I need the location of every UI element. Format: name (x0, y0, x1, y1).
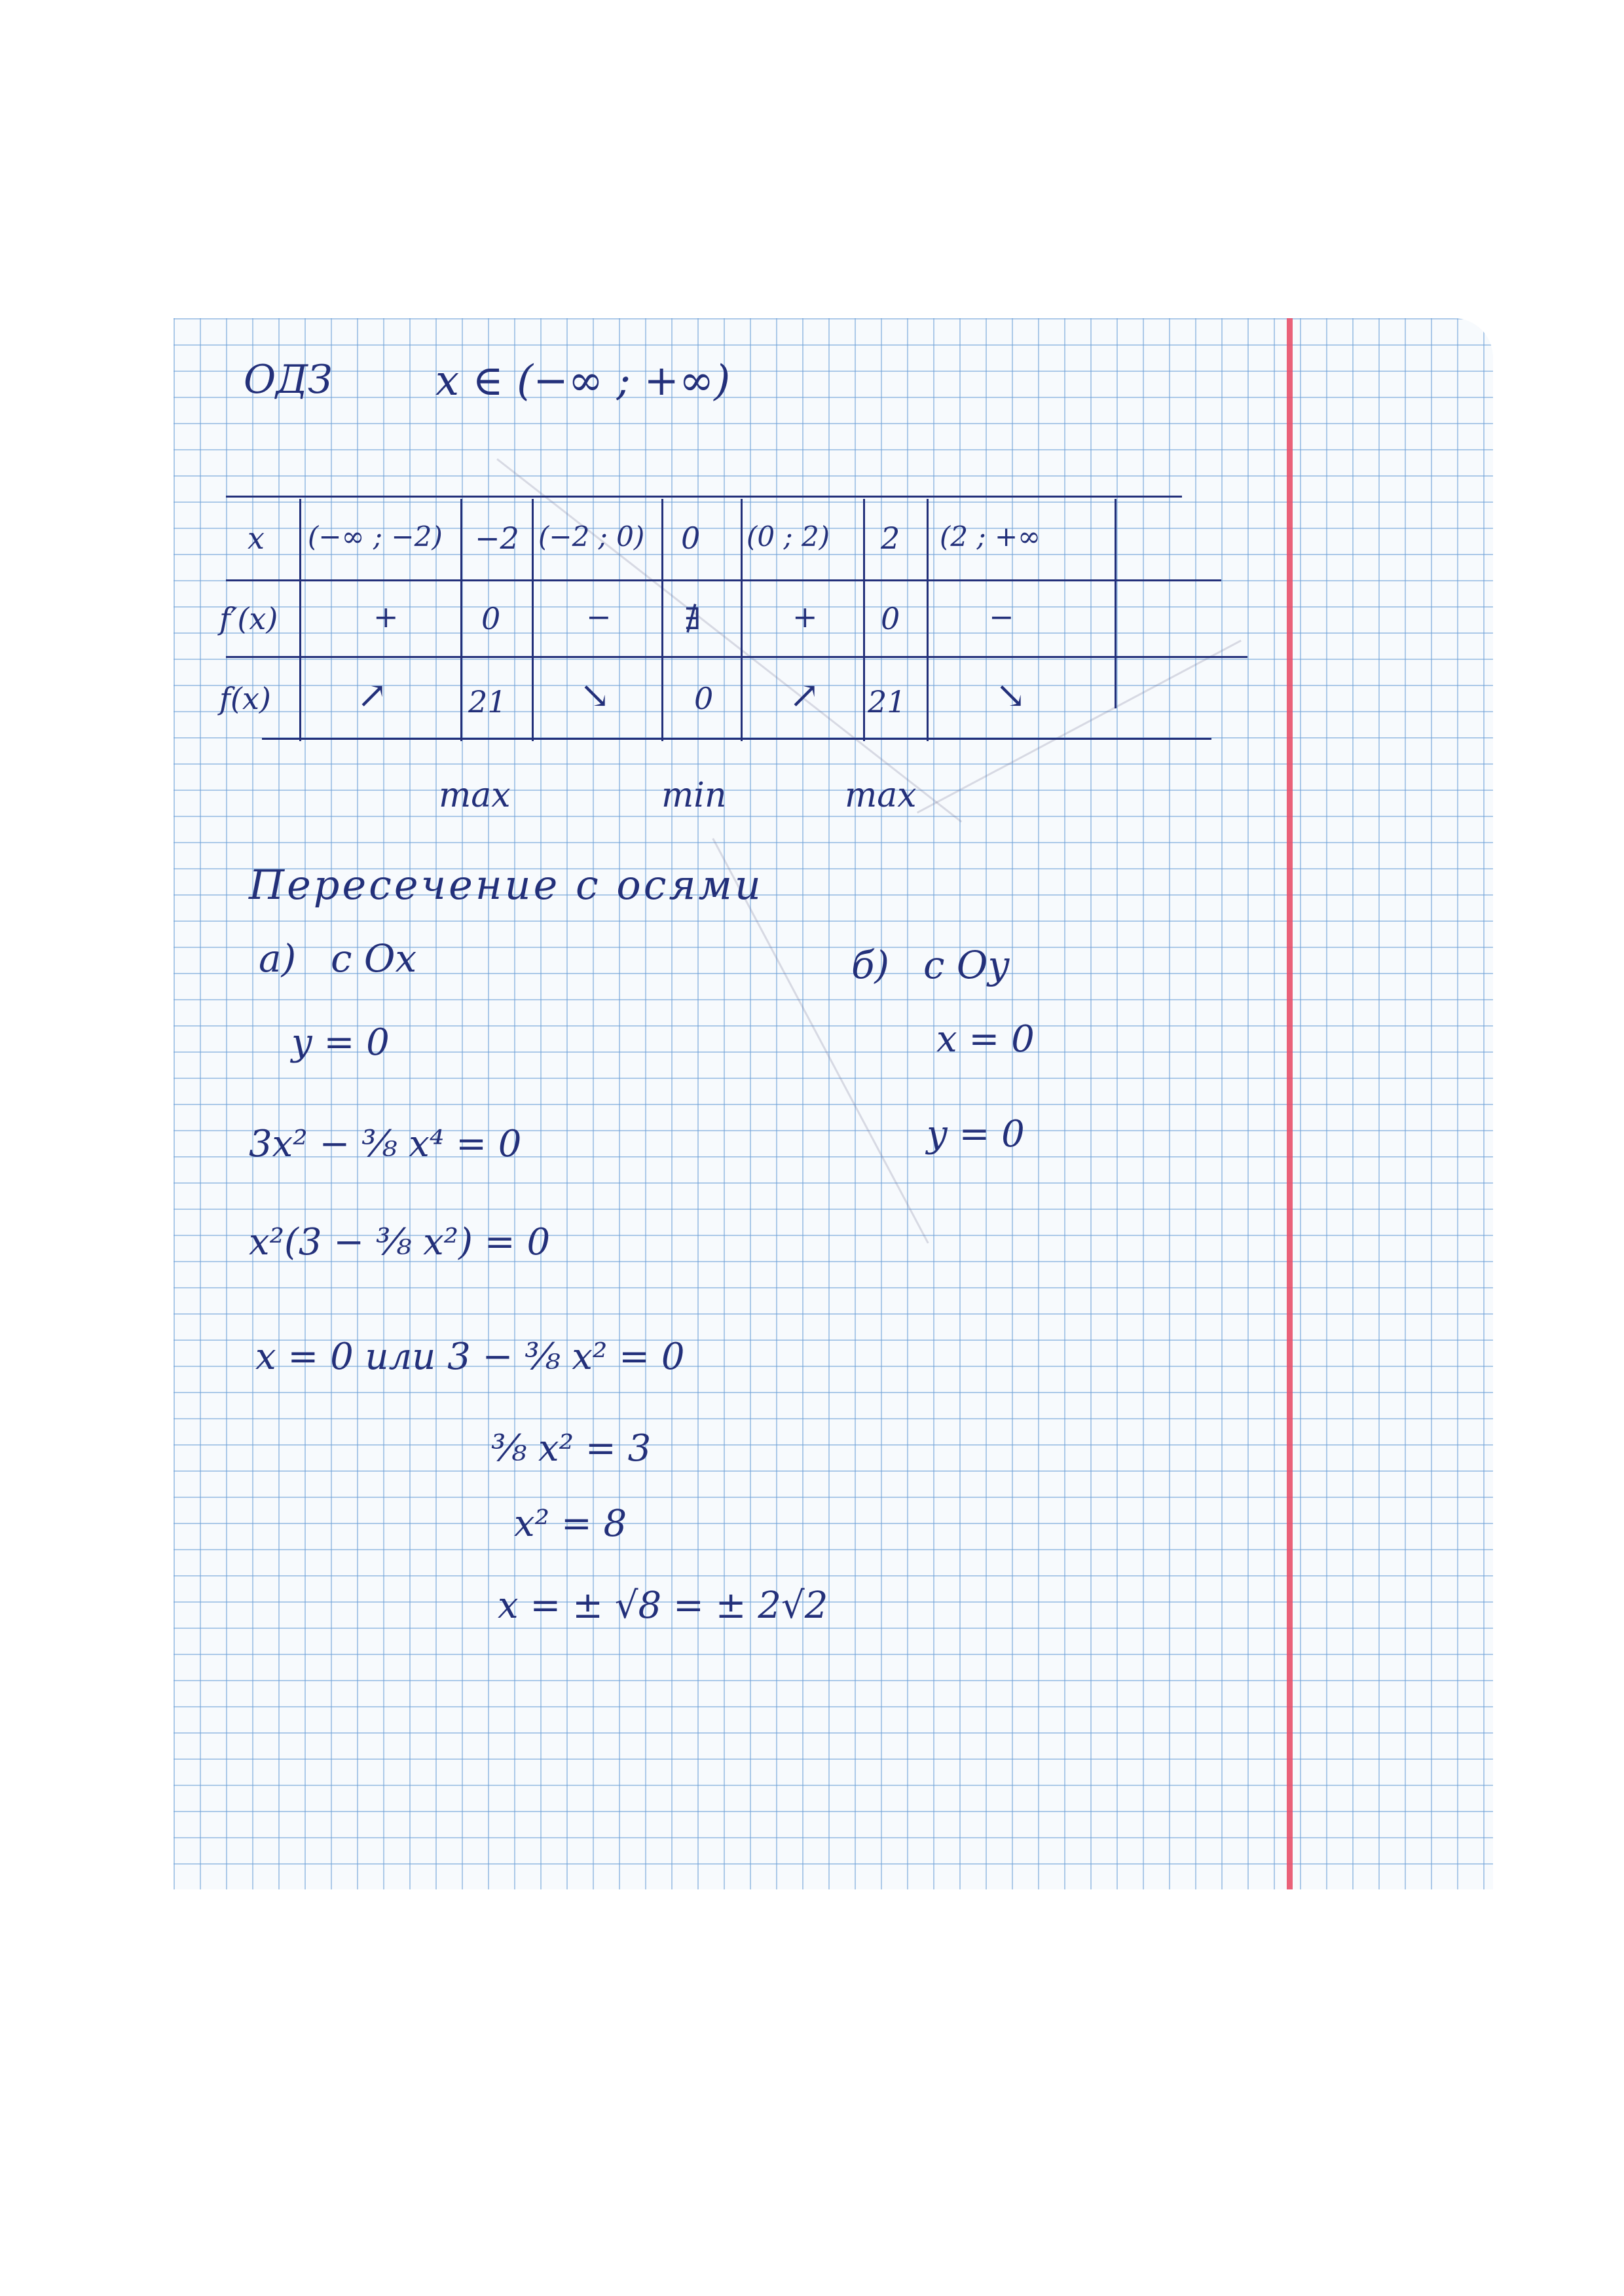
fprime-cell: ∄ (684, 601, 701, 636)
part-b-axis: с Oy (923, 943, 1010, 987)
part-a-line: x²(3 − ³⁄₈ x²) = 0 (249, 1221, 551, 1264)
part-b-line: x = 0 (936, 1018, 1035, 1061)
decreasing-arrow: ↘ (580, 674, 610, 717)
table-divider (863, 499, 865, 741)
part-a-label: а) (259, 936, 297, 981)
notebook-sheet (174, 318, 1493, 1889)
table-divider (741, 499, 743, 741)
part-a-line: y = 0 (291, 1021, 390, 1064)
increasing-arrow: ↗ (789, 674, 820, 717)
table-divider (1115, 499, 1116, 708)
part-b-line: y = 0 (927, 1113, 1025, 1156)
x-cell: 2 (881, 520, 900, 556)
extremum-label: min (661, 776, 727, 815)
f-cell: 21 (468, 684, 507, 720)
table-divider (661, 499, 663, 741)
part-a-line: ³⁄₈ x² = 3 (491, 1427, 652, 1470)
increasing-arrow: ↗ (357, 674, 388, 717)
domain-label: ОДЗ (244, 357, 333, 403)
section-title: Пересечение с осями (249, 861, 764, 909)
part-a-axis: с Ox (331, 936, 417, 981)
fprime-cell: + (373, 599, 399, 634)
part-b-label: б) (851, 943, 890, 987)
decreasing-arrow: ↘ (995, 674, 1026, 717)
x-cell: (−∞ ; −2) (308, 520, 443, 553)
x-cell: (−2 ; 0) (538, 520, 645, 553)
margin-line (1287, 318, 1293, 1889)
table-divider (299, 499, 301, 741)
x-cell: (2 ; +∞ (940, 520, 1041, 553)
part-a-line: x = 0 или 3 − ³⁄₈ x² = 0 (255, 1336, 685, 1378)
f-cell: 21 (868, 684, 906, 720)
extremum-label: max (439, 776, 511, 815)
x-cell: 0 (681, 520, 701, 556)
domain-expression: x ∈ (−∞ ; +∞) (435, 357, 731, 405)
table-line-2 (226, 656, 1247, 658)
table-divider (532, 499, 534, 741)
fprime-cell: − (989, 599, 1014, 634)
x-cell: −2 (475, 520, 519, 556)
table-divider (460, 499, 462, 741)
fprime-cell: 0 (481, 601, 501, 636)
x-cell: (0 ; 2) (747, 520, 830, 553)
table-divider (927, 499, 929, 741)
part-a-line: x² = 8 (514, 1503, 627, 1545)
part-a-line: x = ± √8 = ± 2√2 (498, 1584, 828, 1627)
fprime-cell: + (792, 599, 818, 634)
fprime-cell: − (586, 599, 612, 634)
row-label-f: f(x) (219, 681, 271, 716)
table-bottom-line (262, 738, 1211, 740)
table-top-line (226, 496, 1182, 498)
extremum-label: max (845, 776, 917, 815)
part-a-line: 3x² − ³⁄₈ x⁴ = 0 (249, 1123, 522, 1165)
fprime-cell: 0 (881, 601, 900, 636)
row-label-fprime: f′(x) (219, 601, 278, 636)
row-label-x: x (248, 520, 265, 556)
table-line-1 (226, 579, 1221, 581)
f-cell: 0 (694, 681, 714, 716)
